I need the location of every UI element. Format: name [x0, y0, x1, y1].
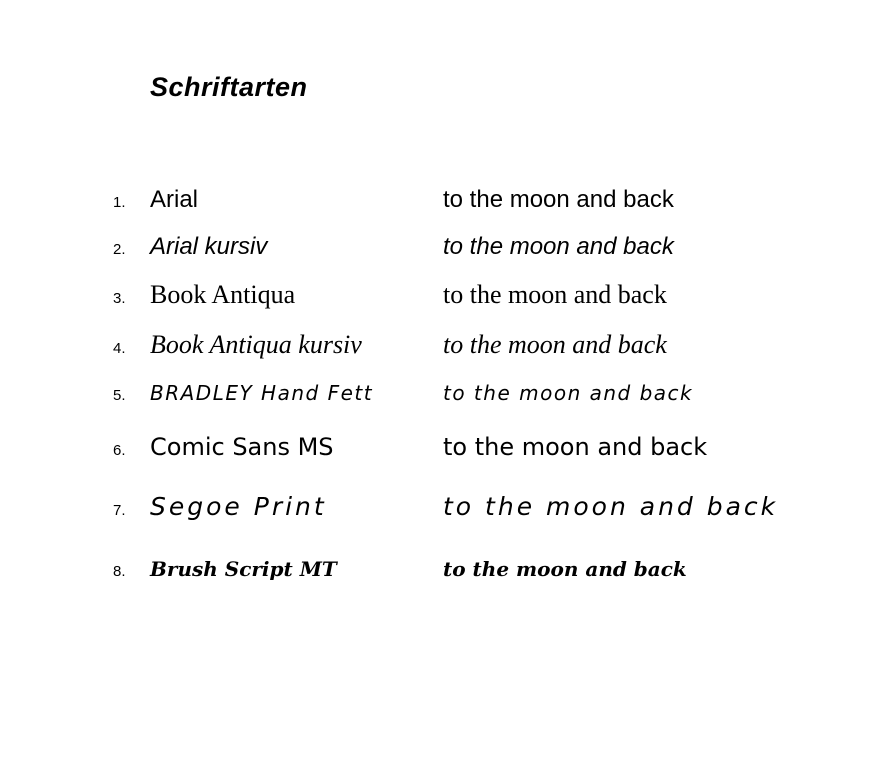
- font-list-item-comic-sans: [113, 433, 833, 461]
- page-title: Schriftarten: [150, 72, 308, 102]
- font-name: Brush Script MT: [150, 557, 337, 581]
- font-sample: to the moon and back: [443, 381, 694, 405]
- font-sample: to the moon and back: [443, 280, 667, 309]
- font-sample: to the moon and back: [443, 433, 708, 461]
- font-sample: to the moon and back: [443, 186, 674, 213]
- font-list-item-brush-script: [113, 557, 833, 581]
- list-number: 8.: [113, 563, 126, 580]
- font-list-item-book-antiqua-italic: [113, 330, 833, 360]
- font-sample: to the moon and back: [443, 492, 779, 521]
- font-list-item-arial-italic: [113, 233, 833, 261]
- font-list-item-book-antiqua: [113, 280, 833, 310]
- list-number: 6.: [113, 442, 126, 459]
- font-name: Segoe Print: [150, 492, 327, 521]
- font-name: BRADLEY Hand Fett: [150, 381, 374, 405]
- font-name: Arial: [150, 186, 199, 213]
- font-name: Book Antiqua: [150, 280, 296, 309]
- list-number: 3.: [113, 290, 126, 307]
- font-list-item-segoe-print: [113, 492, 833, 521]
- font-name: Arial kursiv: [150, 233, 268, 260]
- list-number: 7.: [113, 502, 126, 519]
- font-name: Comic Sans MS: [150, 433, 334, 461]
- font-list-item-bradley-hand: [113, 381, 833, 405]
- list-number: 1.: [113, 194, 126, 211]
- font-name: Book Antiqua kursiv: [150, 330, 362, 359]
- font-list-item-arial: [113, 186, 833, 214]
- font-sample: to the moon and back: [443, 330, 667, 359]
- font-list: [113, 186, 833, 581]
- font-sample: to the moon and back: [443, 557, 687, 581]
- list-number: 2.: [113, 241, 126, 258]
- list-number: 5.: [113, 387, 126, 404]
- list-number: 4.: [113, 340, 126, 357]
- font-sample: to the moon and back: [443, 233, 674, 260]
